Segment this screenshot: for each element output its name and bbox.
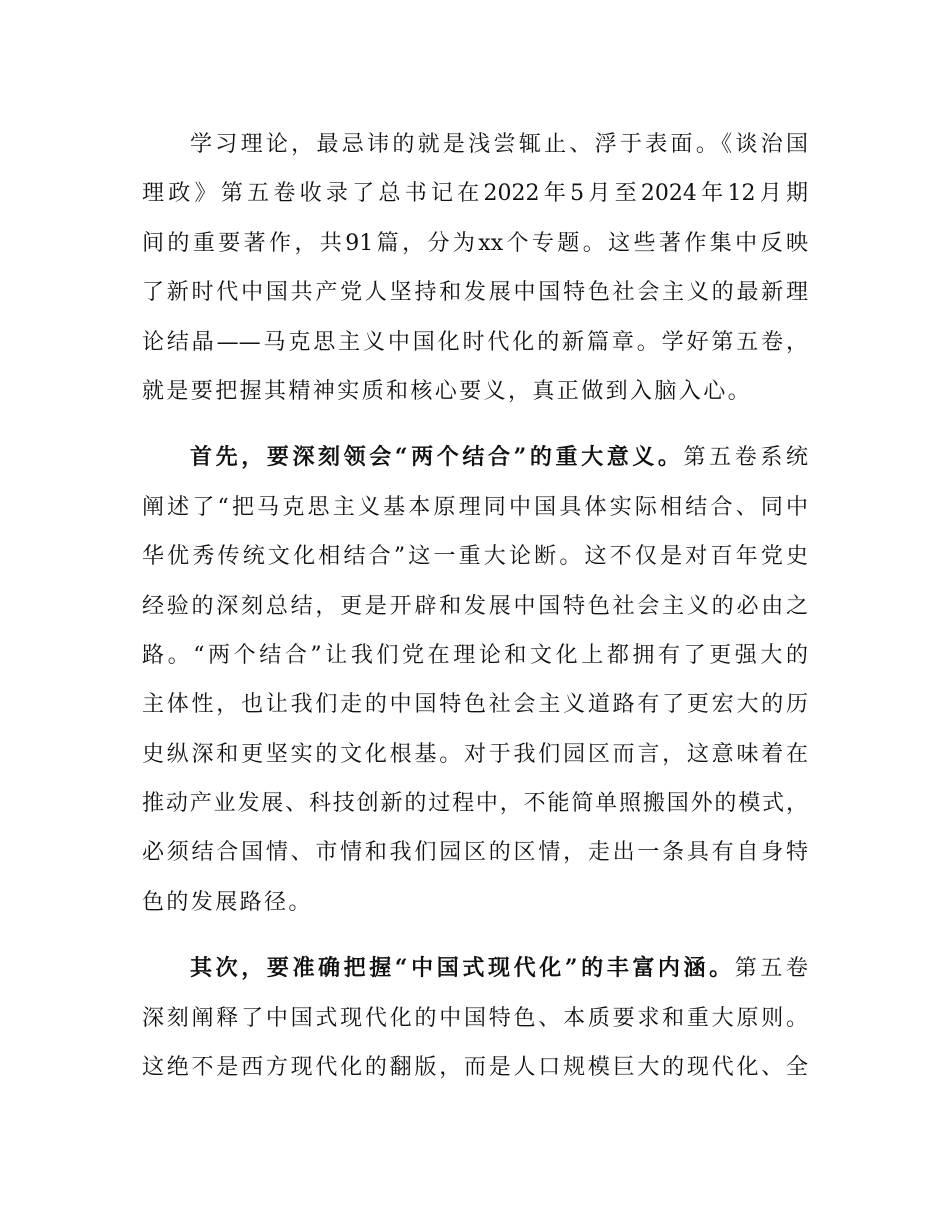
text-line: [142, 268, 808, 317]
text-line: [142, 367, 808, 416]
body-text: 就是要把握其精神实质和核心要义，真正做到入脑入心。: [142, 378, 753, 404]
body-text: 推动产业发展、科技创新的过程中，不能简单照搬国外的模式，: [142, 791, 808, 817]
bold-lead-sentence: 首先，要深刻领会“两个结合”的重大意义。: [190, 444, 684, 471]
body-text: 理政》第五卷收录了总书记在2022年5月至2024年12月期: [142, 181, 808, 207]
text-line: [142, 680, 808, 729]
text-line: [142, 730, 808, 779]
body-text: 史纵深和更坚实的文化根基。对于我们园区而言，这意味着在: [142, 741, 808, 767]
body-text: 间的重要著作，共91篇，分为xx个专题。这些著作集中反映: [142, 230, 808, 256]
body-text: 经验的深刻总结，更是开辟和发展中国特色社会主义的必由之: [142, 593, 808, 619]
text-line: [142, 944, 808, 993]
text-line: [142, 169, 808, 218]
body-text: 第五卷: [734, 956, 808, 982]
body-text: 了新时代中国共产党人坚持和发展中国特色社会主义的最新理: [142, 280, 808, 306]
text-line: [142, 994, 808, 1043]
text-line: [142, 483, 808, 532]
body-text: 论结晶——马克思主义中国化时代化的新篇章。学好第五卷，: [142, 329, 808, 355]
text-line: [142, 779, 808, 828]
body-text: 第五卷系统: [683, 445, 808, 471]
text-line: [142, 631, 808, 680]
body-text: 学习理论，最忌讳的就是浅尝辄止、浮于表面。《谈治国: [190, 132, 808, 157]
paragraph: [142, 433, 808, 927]
text-line: [142, 878, 808, 927]
text-line: [142, 120, 808, 169]
body-text: 路。“两个结合”让我们党在理论和文化上都拥有了更强大的: [142, 642, 808, 668]
bold-lead-sentence: 其次，要准确把握“中国式现代化”的丰富内涵。: [190, 955, 735, 982]
paragraph: [142, 120, 808, 416]
body-text: 必须结合国情、市情和我们园区的区情，走出一条具有自身特: [142, 840, 808, 866]
body-text: 色的发展路径。: [142, 889, 313, 915]
text-line: [142, 582, 808, 631]
body-text: 这绝不是西方现代化的翻版，而是人口规模巨大的现代化、全: [142, 1055, 808, 1081]
text-line: [142, 318, 808, 367]
text-line: [142, 433, 808, 482]
text-line: [142, 532, 808, 581]
paragraph: [142, 944, 808, 1092]
body-text: 华优秀传统文化相结合”这一重大论断。这不仅是对百年党史: [142, 544, 808, 570]
body-text: 阐述了“把马克思主义基本原理同中国具体实际相结合、同中: [142, 494, 808, 520]
text-line: [142, 828, 808, 877]
text-line: [142, 1043, 808, 1092]
body-text: 深刻阐释了中国式现代化的中国特色、本质要求和重大原则。: [142, 1005, 808, 1031]
body-text: 主体性，也让我们走的中国特色社会主义道路有了更宏大的历: [142, 692, 808, 718]
text-line: [142, 219, 808, 268]
document-page: [142, 120, 808, 1109]
